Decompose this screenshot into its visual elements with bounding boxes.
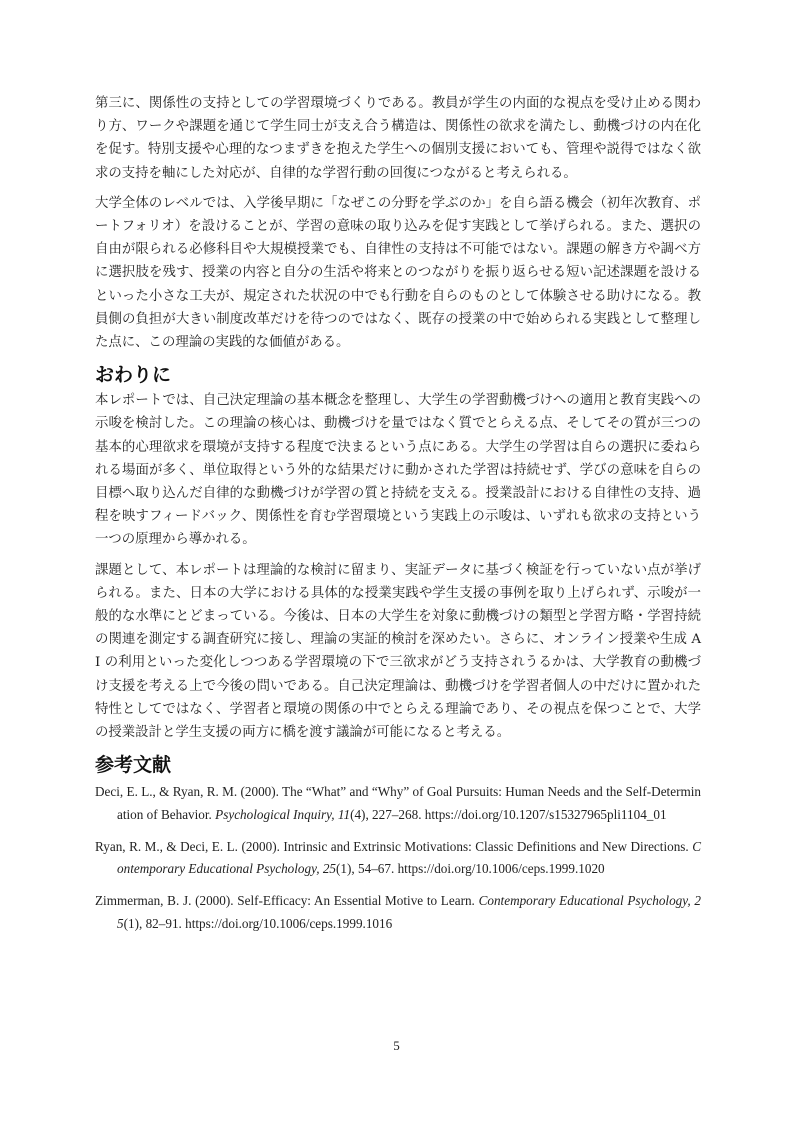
body-paragraph: 本レポートでは、自己決定理論の基本概念を整理し、大学生の学習動機づけへの適用と教育実践への示唆を検討した。この理論の核心は、動機づけを量ではなく質でとらえる点、そしてその質が三つの基本的心理欲求を環境が支持する程度で決まるという点にある。大学生の学習は自らの選択に委ねられる場面が多く、単位取得という外的な結果だけに動かされた学習は持続せず、学びの意味を自らの目標へ取り込んだ自律的な動機づけが学習の質と持続を支える。授業設計における自律性の支持、過程を映すフィードバック、関係性を育む学習環境という実践上の示唆は、いずれも欲求の支持という一つの原理から導かれる。: [95, 393, 701, 548]
reference-item: [95, 890, 701, 935]
body-paragraph: 課題として、本レポートは理論的な検討に留まり、実証データに基づく検証を行っていない点が挙げられる。また、日本の大学における具体的な授業実践や学生支援の事例を取り上げられず、示唆が一般的な水準にとどまっている。今後は、日本の大学生を対象に動機づけの類型と学習方略・学習持続の関連を測定する調査研究に接し、理論の実証的検討を深めたい。さらに、オンライン授業や生成 AI の利用といった変化しつつある学習環境の下で三欲求がどう支持されうるかは、大学教育の動機づけ支援を考える上で今後の問いである。自己決定理論は、動機づけを学習者個人の中だけに置かれた特性としてではなく、学習者と環境の関係の中でとらえる理論であり、その視点を保つことで、大学の授業設計と学生支援の両方に橋を渡す議論が可能になると考える。: [95, 562, 701, 741]
page-content: [95, 92, 701, 945]
reference-authors-title: Ryan, R. M., & Deci, E. L. (2000). Intrinsic and Extrinsic Motivations: Classic Definitions and New Directions.: [95, 838, 693, 854]
section-heading-references: 参考文献: [95, 754, 172, 777]
reference-authors-title: Zimmerman, B. J. (2000). Self-Efficacy: An Essential Motive to Learn.: [95, 893, 479, 909]
reference-journal: Contemporary Educational Psychology, 25: [117, 893, 701, 931]
reference-item: [95, 836, 701, 881]
page-number: 5: [393, 1038, 400, 1053]
reference-details: (1), 54–67. https://doi.org/10.1006/ceps.1999.1020: [336, 861, 605, 877]
reference-item: [95, 781, 701, 826]
section-heading-conclusion: おわりに: [95, 364, 172, 387]
body-paragraph: 大学全体のレベルでは、入学後早期に「なぜこの分野を学ぶのか」を自ら語る機会（初年次教育、ポートフォリオ）を設けることが、学習の意味の取り込みを促す実践として挙げられる。また、選択の自由が限られる必修科目や大規模授業でも、自律性の支持は不可能ではない。課題の解き方や調べ方に選択肢を残す、授業の内容と自分の生活や将来とのつながりを振り返らせる短い記述課題を設けるといった小さな工夫が、規定された状況の中でも行動を自らのものとして体験させる助けになる。教員側の負担が大きい制度改革だけを待つのではなく、既存の授業の中で始められる実践として整理した点に、この理論の実践的な価値がある。: [95, 195, 701, 351]
body-paragraph: 第三に、関係性の支持としての学習環境づくりである。教員が学生の内面的な視点を受け止める関わり方、ワークや課題を通じて学生同士が支え合う構造は、関係性の欲求を満たし、動機づけの内在化を促す。特別支援や心理的なつまずきを抱えた学生への個別支援においても、管理や説得ではなく欲求の支持を軸にした対応が、自律的な学習行動の回復につながると考えられる。: [95, 96, 701, 181]
reference-details: (1), 82–91. https://doi.org/10.1006/ceps.1999.1016: [123, 915, 393, 931]
reference-details: (4), 227–268. https://doi.org/10.1207/s15327965pli1104_01: [350, 806, 667, 822]
reference-list: [95, 781, 701, 935]
reference-authors-title: Deci, E. L., & Ryan, R. M. (2000). The “What” and “Why” of Goal Pursuits: Human Needs and the Self-Determination of Behavior.: [95, 784, 701, 822]
reference-journal: Contemporary Educational Psychology, 25: [117, 838, 701, 877]
reference-journal: Psychological Inquiry, 11: [215, 806, 351, 822]
